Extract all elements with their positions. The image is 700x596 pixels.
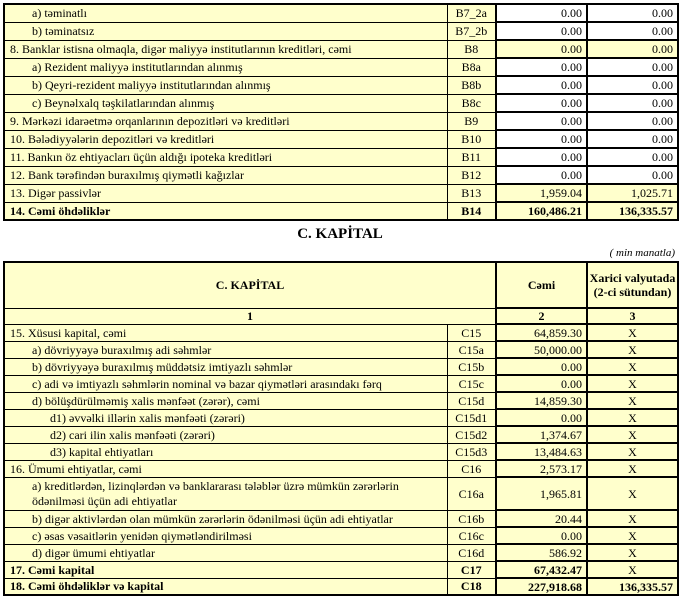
header-title-cell: C. KAPİTAL — [4, 262, 496, 308]
row-foreign-value: 0.00 — [587, 76, 678, 94]
row-code: C15d1 — [447, 409, 496, 426]
subheader-col1: 1 — [4, 308, 496, 324]
liability-row — [4, 202, 678, 220]
row-code: B8 — [447, 40, 496, 58]
row-label: 15. Xüsusi kapital, cəmi — [4, 324, 447, 341]
row-code: C17 — [447, 561, 496, 578]
row-label: d3) kapital ehtiyatları — [4, 443, 447, 460]
liability-row — [4, 76, 678, 94]
row-foreign-value: X — [587, 409, 678, 426]
row-total-value: 0.00 — [496, 94, 587, 112]
capital-row — [4, 544, 678, 561]
row-label: 8. Banklar istisna olmaqla, digər maliyyə institutlarının kreditləri, cəmi — [4, 40, 447, 58]
row-total-value: 227,918.68 — [496, 578, 587, 595]
row-total-value: 0.00 — [496, 130, 587, 148]
row-foreign-value: X — [587, 426, 678, 443]
row-label: a) təminatlı — [4, 4, 447, 22]
row-total-value: 0.00 — [496, 527, 587, 544]
row-code: B8b — [447, 76, 496, 94]
row-label: 14. Cəmi öhdəliklər — [4, 202, 447, 220]
row-foreign-value: X — [587, 324, 678, 341]
liability-row — [4, 166, 678, 184]
row-foreign-value: 0.00 — [587, 40, 678, 58]
row-label: c) Beynəlxalq təşkilatlarından alınmış — [4, 94, 447, 112]
row-foreign-value: 0.00 — [587, 130, 678, 148]
row-label: d) bölüşdürülməmiş xalis mənfəət (zərər), cəmi — [4, 392, 447, 409]
row-total-value: 2,573.17 — [496, 460, 587, 477]
row-foreign-value: 136,335.57 — [587, 202, 678, 220]
row-total-value: 64,859.30 — [496, 324, 587, 341]
liabilities-table — [3, 3, 679, 221]
row-total-value: 0.00 — [496, 358, 587, 375]
row-foreign-value: X — [587, 544, 678, 561]
row-label: d1) əvvəlki illərin xalis mənfəəti (zərəri) — [4, 409, 447, 426]
row-code: C15d — [447, 392, 496, 409]
row-code: C15d2 — [447, 426, 496, 443]
row-label: d) digər ümumi ehtiyatlar — [4, 544, 447, 561]
row-foreign-value: 0.00 — [587, 4, 678, 22]
row-label: b) dövriyyəyə buraxılmış müddətsiz imtiyazlı səhmlər — [4, 358, 447, 375]
capital-table-subheader-row — [4, 308, 678, 324]
capital-row — [4, 358, 678, 375]
row-code: B10 — [447, 130, 496, 148]
section-title: C. KAPİTAL — [297, 226, 383, 242]
capital-row — [4, 578, 678, 595]
header-total-cell: Cəmi — [496, 262, 587, 308]
row-total-value: 1,959.04 — [496, 184, 587, 202]
row-foreign-value: X — [587, 527, 678, 544]
row-label: a) dövriyyəyə buraxılmış adi səhmlər — [4, 341, 447, 358]
liability-row — [4, 184, 678, 202]
row-code: B7_2b — [447, 22, 496, 40]
unit-note: ( min manatla) — [609, 247, 675, 259]
row-total-value: 1,965.81 — [496, 477, 587, 510]
row-foreign-value: X — [587, 561, 678, 578]
capital-table-header-row — [4, 262, 678, 308]
row-foreign-value: X — [587, 443, 678, 460]
row-label: 10. Bələdiyyələrin depozitləri və kreditləri — [4, 130, 447, 148]
capital-row — [4, 324, 678, 341]
capital-row — [4, 443, 678, 460]
row-foreign-value: 0.00 — [587, 166, 678, 184]
row-code: C16a — [447, 477, 496, 510]
row-code: C16 — [447, 460, 496, 477]
row-code: B14 — [447, 202, 496, 220]
capital-row — [4, 527, 678, 544]
row-code: B12 — [447, 166, 496, 184]
row-total-value: 50,000.00 — [496, 341, 587, 358]
liability-row — [4, 148, 678, 166]
capital-row — [4, 561, 678, 578]
row-label: 18. Cəmi öhdəliklər və kapital — [4, 578, 447, 595]
row-foreign-value: 1,025.71 — [587, 184, 678, 202]
row-total-value: 0.00 — [496, 375, 587, 392]
capital-table — [3, 261, 679, 596]
row-label: 11. Bankın öz ehtiyacları üçün aldığı ipoteka kreditləri — [4, 148, 447, 166]
liability-row — [4, 130, 678, 148]
row-total-value: 0.00 — [496, 166, 587, 184]
row-foreign-value: 0.00 — [587, 94, 678, 112]
capital-row — [4, 409, 678, 426]
row-total-value: 0.00 — [496, 409, 587, 426]
row-code: B13 — [447, 184, 496, 202]
row-code: B7_2a — [447, 4, 496, 22]
row-total-value: 0.00 — [496, 40, 587, 58]
row-total-value: 67,432.47 — [496, 561, 587, 578]
row-total-value: 20.44 — [496, 510, 587, 527]
liability-row — [4, 40, 678, 58]
row-foreign-value: X — [587, 341, 678, 358]
capital-row — [4, 392, 678, 409]
row-foreign-value: X — [587, 477, 678, 510]
row-foreign-value: X — [587, 392, 678, 409]
capital-row — [4, 375, 678, 392]
row-code: C15 — [447, 324, 496, 341]
row-total-value: 14,859.30 — [496, 392, 587, 409]
row-label: 17. Cəmi kapital — [4, 561, 447, 578]
liability-row — [4, 112, 678, 130]
row-total-value: 160,486.21 — [496, 202, 587, 220]
row-code: B8c — [447, 94, 496, 112]
capital-row — [4, 426, 678, 443]
row-total-value: 0.00 — [496, 76, 587, 94]
row-code: C16b — [447, 510, 496, 527]
row-label: c) əsas vəsaitlərin yenidən qiymətləndirilməsi — [4, 527, 447, 544]
capital-row — [4, 477, 678, 510]
row-total-value: 0.00 — [496, 112, 587, 130]
row-label: c) adi və imtiyazlı səhmlərin nominal və bazar qiymətləri arasındakı fərq — [4, 375, 447, 392]
row-label: d2) cari ilin xalis mənfəəti (zərəri) — [4, 426, 447, 443]
row-code: B8a — [447, 58, 496, 76]
row-foreign-value: X — [587, 460, 678, 477]
row-foreign-value: X — [587, 358, 678, 375]
row-label: 13. Digər passivlər — [4, 184, 447, 202]
row-total-value: 1,374.67 — [496, 426, 587, 443]
header-foreign-cell: Xarici valyutada (2-ci sütundan) — [587, 262, 678, 308]
row-code: C18 — [447, 578, 496, 595]
row-label: 12. Bank tərəfindən buraxılmış qiymətli kağızlar — [4, 166, 447, 184]
row-code: B9 — [447, 112, 496, 130]
row-label: b) təminatsız — [4, 22, 447, 40]
capital-row — [4, 510, 678, 527]
capital-row — [4, 460, 678, 477]
row-label: 9. Mərkəzi idarəetmə orqanlarının depozitləri və kreditləri — [4, 112, 447, 130]
row-code: C15d3 — [447, 443, 496, 460]
liability-row — [4, 94, 678, 112]
subheader-col3: 3 — [587, 308, 678, 324]
liability-row — [4, 4, 678, 22]
row-total-value: 0.00 — [496, 148, 587, 166]
row-foreign-value: X — [587, 510, 678, 527]
row-total-value: 0.00 — [496, 4, 587, 22]
row-code: B11 — [447, 148, 496, 166]
row-total-value: 586.92 — [496, 544, 587, 561]
capital-row — [4, 341, 678, 358]
row-label: b) digər aktivlərdən olan mümkün zərərlərin ödənilməsi üçün adi ehtiyatlar — [4, 510, 447, 527]
row-total-value: 0.00 — [496, 22, 587, 40]
row-total-value: 13,484.63 — [496, 443, 587, 460]
row-foreign-value: 136,335.57 — [587, 578, 678, 595]
row-foreign-value: 0.00 — [587, 112, 678, 130]
row-code: C15c — [447, 375, 496, 392]
row-label: 16. Ümumi ehtiyatlar, cəmi — [4, 460, 447, 477]
row-code: C15a — [447, 341, 496, 358]
row-label: b) Qeyri-rezident maliyyə institutlarından alınmış — [4, 76, 447, 94]
row-code: C15b — [447, 358, 496, 375]
row-foreign-value: X — [587, 375, 678, 392]
row-code: C16c — [447, 527, 496, 544]
row-label: a) Rezident maliyyə institutlarından alınmış — [4, 58, 447, 76]
row-foreign-value: 0.00 — [587, 58, 678, 76]
liability-row — [4, 22, 678, 40]
row-foreign-value: 0.00 — [587, 22, 678, 40]
row-code: C16d — [447, 544, 496, 561]
liability-row — [4, 58, 678, 76]
row-total-value: 0.00 — [496, 58, 587, 76]
row-foreign-value: 0.00 — [587, 148, 678, 166]
subheader-col2: 2 — [496, 308, 587, 324]
row-label: a) kreditlərdən, lizinqlərdən və banklararası tələblər üzrə mümkün zərərlərin ödənilməsi üçün adi ehtiyatlar — [4, 477, 447, 510]
